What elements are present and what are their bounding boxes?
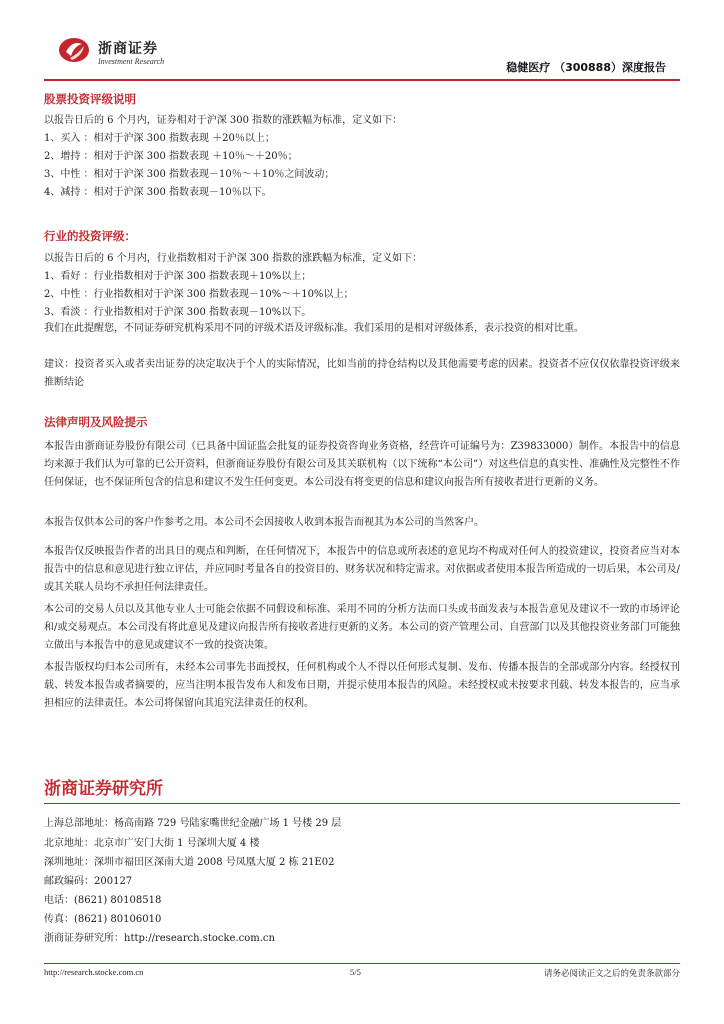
address-line: 上海总部地址：杨高南路 729 号陆家嘴世纪金融广场 1 号楼 29 层 [44, 818, 342, 829]
legal-paragraph: 本报告仅供本公司的客户作参考之用。本公司不会因接收人收到本报告而视其为本公司的当然客户。 [44, 517, 484, 528]
fax-line: 传真：(8621) 80106010 [44, 914, 162, 925]
footer-url-link[interactable]: http://research.stocke.com.cn [44, 967, 144, 977]
stock-rating-item: 3、中性 ：相对于沪深 300 指数表现－10％～＋10％之间波动； [44, 169, 335, 180]
legal-paragraph: 本报告由浙商证券股份有限公司（已具备中国证监会批复的证券投资咨询业务资格，经营许可证编号为：Z39833000）制作。本报告中的信息均来源于我们认为可靠的已公开资料，但浙商证券股份有限公司及其关联机构（以下统称“本公司”）对这些信息的真实性、准确性及完整性不作任何保证，也不保证所包含的信息和建议不发生任何变更。本公司没有将变更的信息和建议向报告所有接收者进行更新的义务。 [44, 441, 680, 488]
address-line: 深圳地址：深圳市福田区深南大道 2008 号凤凰大厦 2 栋 21E02 [44, 857, 335, 868]
postcode-line: 邮政编码：200127 [44, 876, 133, 887]
investment-advice: 建议：投资者买入或者卖出证券的决定取决于个人的实际情况，比如当前的持仓结构以及其他需要考虑的因素。投资者不应仅仅依靠投资评级来推断结论 [44, 359, 680, 388]
industry-rating-item: 2、中性 ：行业指数相对于沪深 300 指数表现－10%～＋10%以上； [44, 289, 354, 300]
legal-title: 法律声明及风险提示 [44, 415, 148, 429]
industry-rating-title: 行业的投资评级： [44, 229, 136, 243]
company-logo-icon [58, 36, 90, 64]
legal-paragraph: 本报告仅反映报告作者的出具日的观点和判断，在任何情况下，本报告中的信息或所表述的意见均不构成对任何人的投资建议，投资者应当对本报告中的信息和意见进行独立评估，并应同时考量各自的投资目的、财务状况和特定需求。对依据或者使用本报告所造成的一切后果，本公司及/或其关联人员均不承担任何法律责任。 [44, 546, 680, 593]
stock-rating-item: 4、减持 ：相对于沪深 300 指数表现－10％以下。 [44, 187, 272, 198]
industry-rating-item: 3、看淡 ：行业指数相对于沪深 300 指数表现－10%以下。 [44, 307, 312, 318]
website-line[interactable]: 浙商证券研究所：http://research.stocke.com.cn [44, 933, 275, 944]
stock-rating-item: 1、买入 ：相对于沪深 300 指数表现 ＋20％以上； [44, 133, 275, 144]
institute-divider [44, 803, 680, 804]
address-line: 北京地址：北京市广安门大街 1 号深圳大厦 4 楼 [44, 838, 260, 849]
header-divider [44, 79, 680, 81]
report-title: 稳健医疗 （300888）深度报告 [506, 61, 666, 74]
phone-line: 电话：(8621) 80108518 [44, 895, 162, 906]
stock-rating-intro: 以报告日后的 6 个月内，证券相对于沪深 300 指数的涨跌幅为标准，定义如下： [44, 115, 403, 126]
legal-paragraph: 本报告版权均归本公司所有，未经本公司事先书面授权，任何机构或个人不得以任何形式复制、发布、传播本报告的全部或部分内容。经授权刊载、转发本报告或者摘要的，应当注明本报告发布人和发布日期，并提示使用本报告的风险。未经授权或未按要求刊载、转发本报告的，应当承担相应的法律责任。本公司将保留向其追究法律责任的权利。 [44, 662, 680, 709]
industry-rating-item: 1、看好 ：行业指数相对于沪深 300 指数表现＋10%以上； [44, 271, 312, 282]
industry-rating-intro: 以报告日后的 6 个月内，行业指数相对于沪深 300 指数的涨跌幅为标准，定义如下： [44, 253, 423, 264]
institute-title: 浙商证券研究所 [44, 779, 163, 799]
footer-disclaimer: 请务必阅读正文之后的免责条款部分 [543, 969, 680, 979]
rating-note: 我们在此提醒您，不同证券研究机构采用不同的评级术语及评级标准。我们采用的是相对评级体系，表示投资的相对比重。 [44, 323, 584, 334]
logo-text-en: Investment Research [98, 57, 165, 66]
stock-rating-title: 股票投资评级说明 [44, 92, 136, 106]
logo-text-cn: 浙商证券 [98, 41, 158, 57]
stock-rating-item: 2、增持 ：相对于沪深 300 指数表现 ＋10％～＋20％； [44, 151, 298, 162]
footer-divider [44, 963, 680, 964]
page-number: 5/5 [350, 967, 361, 977]
legal-paragraph: 本公司的交易人员以及其他专业人士可能会依据不同假设和标准、采用不同的分析方法而口头或书面发表与本报告意见及建议不一致的市场评论和/或交易观点。本公司没有将此意见及建议向报告所有接收者进行更新的义务。本公司的资产管理公司、自营部门以及其他投资业务部门可能独立做出与本报告中的意见或建议不一致的投资决策。 [44, 604, 680, 651]
